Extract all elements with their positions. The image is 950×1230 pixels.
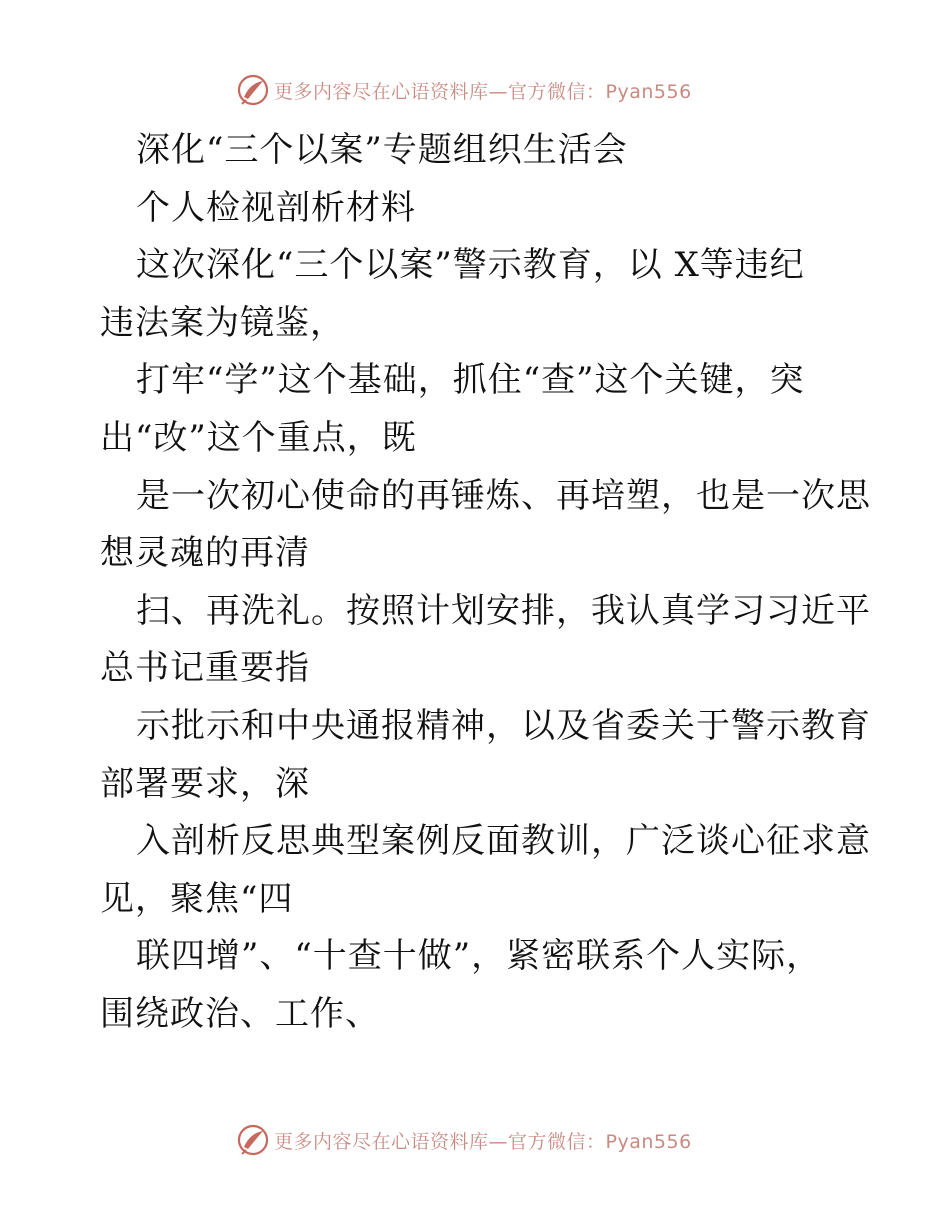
- document-title: 深化“三个以案”专题组织生活会: [136, 130, 628, 170]
- header-watermark-text: 更多内容尽在心语资料库—官方微信：Pyan556: [274, 80, 692, 103]
- document-body: [100, 122, 871, 1044]
- footer-watermark-text: 更多内容尽在心语资料库—官方微信：Pyan556: [274, 1130, 692, 1153]
- paragraph-line: 入剖析反思典型案例反面教训，广泛谈心征求意: [136, 821, 871, 862]
- paragraph-line: 违法案为镜鉴，: [100, 302, 345, 343]
- paragraph-line: 总书记重要指: [100, 648, 310, 689]
- header-watermark-banner: [236, 70, 692, 110]
- paragraph-line: 示批示和中央通报精神，以及省委关于警示教育: [136, 705, 871, 746]
- paragraph-line: 围绕政治、工作、: [100, 993, 380, 1034]
- paragraph-line: 是一次初心使命的再锤炼、再培塑，也是一次思: [136, 475, 871, 516]
- seal-logo-icon: [236, 1123, 270, 1157]
- paragraph-line: 联四增”、“十查十做”，紧密联系个人实际，: [136, 936, 822, 977]
- paragraph-line: 出“改”这个重点，既: [100, 417, 417, 458]
- document-subtitle: 个人检视剖析材料: [136, 187, 416, 228]
- paragraph-line: 打牢“学”这个基础，抓住“查”这个关键，突: [136, 360, 805, 401]
- footer-watermark-banner: [236, 1120, 692, 1160]
- paragraph-line: 这次深化“三个以案”警示教育，以 X等违纪: [136, 245, 805, 286]
- paragraph-line: 想灵魂的再清: [100, 533, 310, 574]
- paragraph-line: 扫、再洗礼。按照计划安排，我认真学习习近平: [136, 590, 871, 631]
- paragraph-line: 部署要求，深: [100, 763, 310, 804]
- paragraph-line: 见，聚焦“四: [100, 878, 294, 919]
- seal-logo-icon: [236, 73, 270, 107]
